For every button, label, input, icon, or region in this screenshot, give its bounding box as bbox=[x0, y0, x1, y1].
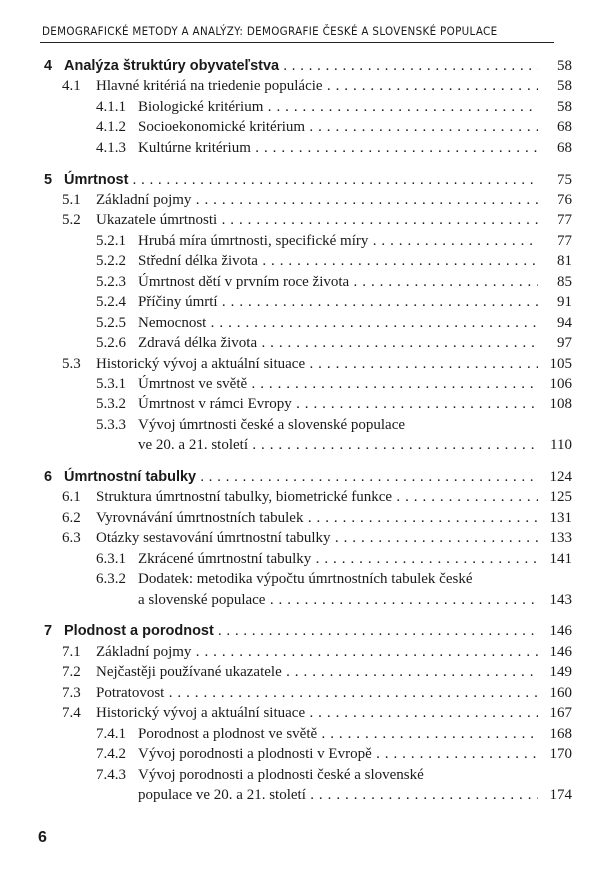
toc-entry-number: 5 bbox=[44, 171, 53, 188]
toc-entry-title: Vývoj porodnosti a plodnosti české a slovenské bbox=[138, 766, 424, 783]
toc-entry-page: 75 bbox=[557, 171, 572, 188]
toc-entry-number: 7.3 bbox=[62, 684, 81, 701]
toc-entry bbox=[0, 415, 600, 435]
toc-entry bbox=[0, 508, 600, 528]
toc-entry-page: 97 bbox=[557, 335, 572, 351]
toc-entry-page: 105 bbox=[549, 355, 572, 372]
toc-entry-number: 6 bbox=[44, 468, 53, 485]
toc-entry-title: Porodnost a plodnost ve světě . . . bbox=[138, 724, 538, 744]
toc-entry-page: 143 bbox=[549, 591, 572, 608]
toc-entry-title: Úmrtnost . . . bbox=[64, 170, 538, 190]
toc-entry-title: Základní pojmy . . . bbox=[96, 190, 538, 210]
toc-entry-title: Historický vývoj a aktuální situace . . . bbox=[96, 703, 538, 723]
toc-entry-page: 68 bbox=[557, 139, 572, 156]
toc-entry-page: 141 bbox=[549, 550, 572, 567]
toc-entry bbox=[0, 210, 600, 230]
toc-entry bbox=[0, 313, 600, 333]
toc-entry-title: Vývoj úmrtnosti české a slovenské populace bbox=[138, 416, 406, 433]
toc-entry-title: Základní pojmy . . . bbox=[96, 642, 538, 662]
running-header: DEMOGRAFICKÉ METODY A ANALÝZY: DEMOGRAFIE ČESKÉ A SLOVENSKÉ POPULACE bbox=[42, 24, 498, 38]
toc-entry-title: Struktura úmrtnostní tabulky, biometrické funkce . . . bbox=[96, 487, 538, 507]
toc-entry bbox=[0, 785, 600, 805]
toc-entry-title: Hlavné kritériá na triedenie populácie . . . bbox=[96, 76, 538, 96]
toc-entry bbox=[0, 190, 600, 210]
toc-entry bbox=[0, 765, 600, 785]
toc-entry-number: 7.2 bbox=[62, 664, 81, 681]
toc-entry bbox=[0, 487, 600, 507]
toc-entry-page: 170 bbox=[549, 746, 572, 762]
toc-entry-number: 5.2.2 bbox=[96, 253, 126, 270]
toc-entry-number: 5.3.3 bbox=[96, 416, 126, 433]
toc-entry-page: 174 bbox=[549, 786, 572, 803]
toc-entry-title: Zkrácené úmrtnostní tabulky . . . bbox=[138, 549, 538, 569]
toc-entry bbox=[0, 549, 600, 569]
toc-entry-title: ve 20. a 21. století . . . bbox=[138, 435, 538, 455]
toc-entry-title: a slovenské populace . . . bbox=[138, 590, 538, 610]
toc-entry-page: 81 bbox=[557, 253, 572, 270]
toc-entry-number: 6.1 bbox=[62, 489, 81, 506]
toc-entry-number: 4.1.2 bbox=[96, 119, 126, 136]
toc-entry-number: 4 bbox=[44, 58, 53, 74]
toc-entry-title: Otázky sestavování úmrtnostní tabulky . . . bbox=[96, 528, 538, 548]
toc-entry-title: Dodatek: metodika výpočtu úmrtnostních tabulek české bbox=[138, 571, 473, 588]
toc-entry-number: 5.3.2 bbox=[96, 396, 126, 413]
toc-entry-title: Potratovost . . . bbox=[96, 683, 538, 703]
toc-entry-page: 77 bbox=[557, 212, 572, 229]
toc-entry-number: 5.2.3 bbox=[96, 273, 126, 290]
toc-entry-page: 131 bbox=[549, 509, 572, 526]
toc-entry-title: Vyrovnávání úmrtnostních tabulek . . . bbox=[96, 508, 538, 528]
toc-entry-number: 7.1 bbox=[62, 643, 81, 660]
toc-entry-number: 7.4.3 bbox=[96, 766, 126, 783]
toc-entry bbox=[0, 724, 600, 744]
toc-entry-page: 133 bbox=[549, 530, 572, 547]
toc-chapter bbox=[0, 170, 600, 190]
toc-entry-page: 76 bbox=[557, 191, 572, 208]
page-number: 6 bbox=[38, 829, 47, 846]
toc-entry-number: 5.1 bbox=[62, 191, 81, 208]
toc-entry-page: 58 bbox=[557, 78, 572, 95]
toc-entry-page: 94 bbox=[557, 314, 572, 331]
toc-entry bbox=[0, 590, 600, 610]
toc-entry-number: 7.4.2 bbox=[96, 746, 126, 762]
toc-entry bbox=[0, 703, 600, 723]
toc-entry-number: 6.3 bbox=[62, 530, 81, 547]
toc-entry bbox=[0, 117, 600, 137]
toc-entry-number: 5.2 bbox=[62, 212, 81, 229]
toc-entry bbox=[0, 374, 600, 394]
toc-entry-title: Plodnost a porodnost . . . bbox=[64, 621, 538, 641]
toc-entry-page: 58 bbox=[557, 98, 572, 115]
toc-entry-number: 5.3.1 bbox=[96, 375, 126, 392]
toc-entry-title: Příčiny úmrtí . . . bbox=[138, 292, 538, 312]
toc-entry-title: Hrubá míra úmrtnosti, specifické míry . . . bbox=[138, 231, 538, 251]
toc-entry-number: 5.3 bbox=[62, 355, 81, 372]
toc-entry bbox=[0, 528, 600, 548]
toc-entry-page: 160 bbox=[549, 684, 572, 701]
toc-entry-title: Kultúrne kritérium . . . bbox=[138, 138, 538, 158]
toc-entry-number: 7 bbox=[44, 623, 53, 640]
toc-entry-page: 124 bbox=[549, 468, 572, 485]
toc-entry bbox=[0, 231, 600, 251]
toc-entry-page: 58 bbox=[557, 58, 572, 74]
toc-entry bbox=[0, 97, 600, 117]
toc-entry bbox=[0, 76, 600, 96]
toc-chapter bbox=[0, 56, 600, 76]
toc-entry bbox=[0, 744, 600, 764]
toc-entry-title: Nemocnost . . . bbox=[138, 313, 538, 333]
toc-entry-title: Zdravá délka života . . . bbox=[138, 333, 538, 353]
toc-entry-title: Biologické kritérium . . . bbox=[138, 97, 538, 117]
toc-entry-page: 149 bbox=[549, 664, 572, 681]
toc-entry-title: Socioekonomické kritérium . . . bbox=[138, 117, 538, 137]
toc-entry bbox=[0, 642, 600, 662]
toc-entry-page: 146 bbox=[549, 623, 572, 640]
toc-entry-number: 5.2.1 bbox=[96, 232, 126, 249]
toc-entry-page: 167 bbox=[549, 705, 572, 722]
toc-entry-title: Úmrtnost v rámci Evropy . . . bbox=[138, 394, 538, 414]
toc-entry-page: 110 bbox=[550, 437, 572, 454]
toc-entry-page: 91 bbox=[557, 294, 572, 311]
toc-entry bbox=[0, 394, 600, 414]
toc-entry-number: 5.2.6 bbox=[96, 335, 126, 351]
toc-entry-title: Ukazatele úmrtnosti . . . bbox=[96, 210, 538, 230]
toc-entry-number: 6.3.1 bbox=[96, 550, 126, 567]
toc-entry-number: 7.4.1 bbox=[96, 725, 126, 742]
toc-entry-title: Střední délka života . . . bbox=[138, 251, 538, 271]
toc-entry bbox=[0, 138, 600, 158]
toc-entry-number: 7.4 bbox=[62, 705, 81, 722]
toc-entry-title: Vývoj porodnosti a plodnosti v Evropě . . . bbox=[138, 744, 538, 764]
toc-entry bbox=[0, 354, 600, 374]
toc-entry-page: 68 bbox=[557, 119, 572, 136]
toc-entry-page: 85 bbox=[557, 273, 572, 290]
toc-entry-page: 146 bbox=[549, 643, 572, 660]
toc-entry-number: 4.1.3 bbox=[96, 139, 126, 156]
toc-entry-number: 6.2 bbox=[62, 509, 81, 526]
toc-entry bbox=[0, 333, 600, 353]
header-rule bbox=[40, 42, 554, 43]
toc-entry-number: 5.2.5 bbox=[96, 314, 126, 331]
toc-entry bbox=[0, 272, 600, 292]
toc-entry bbox=[0, 683, 600, 703]
toc-entry-page: 108 bbox=[549, 396, 572, 413]
toc-entry-title: populace ve 20. a 21. století . . . bbox=[138, 785, 538, 805]
toc-entry bbox=[0, 292, 600, 312]
toc-entry-page: 168 bbox=[549, 725, 572, 742]
toc-chapter bbox=[0, 467, 600, 487]
toc-entry-page: 106 bbox=[549, 375, 572, 392]
toc-entry-number: 4.1 bbox=[62, 78, 81, 95]
toc-entry-page: 125 bbox=[549, 489, 572, 506]
toc-entry-title: Nejčastěji používané ukazatele . . . bbox=[96, 662, 538, 682]
toc-entry bbox=[0, 251, 600, 271]
toc-entry-title: Úmrtnostní tabulky . . . bbox=[64, 467, 538, 487]
toc-entry-title: Úmrtnost dětí v prvním roce života . . . bbox=[138, 272, 538, 292]
toc-entry-title: Analýza štruktúry obyvateľstva . . . bbox=[64, 56, 538, 76]
toc-entry bbox=[0, 435, 600, 455]
toc-entry-number: 6.3.2 bbox=[96, 571, 126, 588]
toc-entry bbox=[0, 569, 600, 589]
toc-chapter bbox=[0, 621, 600, 641]
toc-entry-page: 77 bbox=[557, 232, 572, 249]
toc-entry-title: Historický vývoj a aktuální situace . . . bbox=[96, 354, 538, 374]
toc-entry-title: Úmrtnost ve světě . . . bbox=[138, 374, 538, 394]
toc-entry-number: 4.1.1 bbox=[96, 98, 126, 115]
toc-entry bbox=[0, 662, 600, 682]
toc-entry-number: 5.2.4 bbox=[96, 294, 126, 311]
